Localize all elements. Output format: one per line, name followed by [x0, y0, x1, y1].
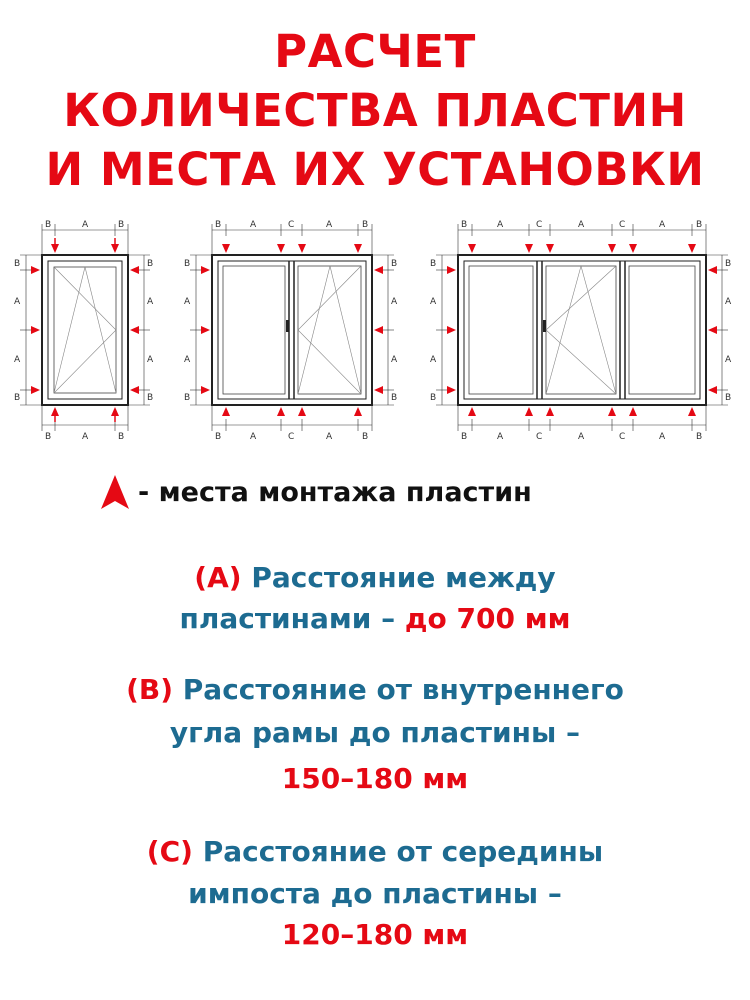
dim-label: A	[497, 432, 504, 442]
window-triple-sash	[430, 220, 732, 442]
dim-label: C	[288, 220, 295, 230]
dim-label: C	[619, 220, 626, 230]
rule-c-value: 120–180 мм	[281, 918, 469, 951]
dim-label: B	[391, 393, 398, 403]
dim-label: B	[45, 432, 52, 442]
dim-label: A	[430, 355, 437, 365]
rule-b-line-2	[0, 711, 750, 755]
dim-label: A	[578, 220, 585, 230]
rule-c-line-1	[0, 830, 750, 874]
rule-b-line-3	[0, 757, 750, 801]
dim-label: A	[659, 220, 666, 230]
dim-label: B	[696, 220, 703, 230]
mounting-markers	[201, 244, 383, 416]
dim-label: B	[147, 259, 154, 269]
dim-label: B	[215, 220, 222, 230]
rule-c-text: Расстояние от середины	[202, 835, 604, 868]
dim-label: B	[725, 259, 732, 269]
dim-label: A	[82, 220, 89, 230]
dim-label: B	[118, 432, 125, 442]
rule-b-line-1	[0, 668, 750, 712]
red-triangle-marker-icon	[100, 474, 130, 510]
window-double-sash	[184, 220, 398, 442]
dim-label: C	[288, 432, 295, 442]
title-line-2: КОЛИЧЕСТВА ПЛАСТИН	[63, 84, 687, 137]
rule-c-marker: (C)	[146, 835, 193, 868]
dim-label: A	[326, 220, 333, 230]
window-single-sash	[14, 220, 154, 442]
rule-b-text-2: угла рамы до пластины –	[169, 716, 581, 749]
rule-c-line-3	[0, 913, 750, 957]
dim-label: B	[14, 259, 21, 269]
rule-a-text-2: пластинами –	[179, 602, 396, 635]
dim-label: A	[725, 297, 732, 307]
rule-c-line-2	[0, 872, 750, 916]
dimension-labels	[430, 220, 732, 442]
dim-label: A	[14, 297, 21, 307]
dim-label: B	[725, 393, 732, 403]
dim-label: A	[250, 220, 257, 230]
dim-label: B	[461, 220, 468, 230]
rule-c-text-2: импоста до пластины –	[188, 877, 562, 910]
dim-label: B	[184, 259, 191, 269]
dim-label: A	[14, 355, 21, 365]
dim-label: A	[391, 297, 398, 307]
rule-b-text: Расстояние от внутреннего	[182, 673, 624, 706]
mounting-markers	[31, 238, 139, 422]
opening-lines	[298, 266, 361, 394]
rule-a-text: Расстояние между	[251, 561, 556, 594]
dim-label: B	[362, 432, 369, 442]
dim-label: B	[430, 259, 437, 269]
legend-text: - места монтажа пластин	[138, 476, 532, 508]
dim-label: C	[619, 432, 626, 442]
dim-label: A	[725, 355, 732, 365]
rule-b-marker: (B)	[126, 673, 174, 706]
opening-lines	[546, 266, 616, 394]
dim-label: A	[147, 355, 154, 365]
page-title	[0, 22, 750, 199]
dim-label: B	[14, 393, 21, 403]
dim-label: B	[696, 432, 703, 442]
rule-a-line-1	[0, 556, 750, 600]
dim-label: A	[578, 432, 585, 442]
dim-label: A	[497, 220, 504, 230]
rule-a-value: до 700 мм	[404, 602, 571, 635]
title-line-3: И МЕСТА ИХ УСТАНОВКИ	[45, 143, 705, 196]
dim-label: B	[118, 220, 125, 230]
dim-label: A	[82, 432, 89, 442]
title-line-1: РАСЧЕТ	[274, 25, 476, 78]
dim-label: B	[147, 393, 154, 403]
dim-label: B	[184, 393, 191, 403]
dim-label: B	[461, 432, 468, 442]
dim-label: C	[536, 220, 543, 230]
dim-label: B	[45, 220, 52, 230]
dim-label: B	[362, 220, 369, 230]
dim-label: A	[391, 355, 398, 365]
dim-label: A	[326, 432, 333, 442]
dim-label: B	[215, 432, 222, 442]
dim-label: A	[659, 432, 666, 442]
legend	[100, 470, 532, 514]
dim-label: A	[250, 432, 257, 442]
rule-a-marker: (A)	[194, 561, 242, 594]
opening-lines	[54, 267, 116, 393]
rule-a-line-2	[0, 597, 750, 641]
window-diagrams	[0, 210, 750, 445]
dim-label: C	[536, 432, 543, 442]
dim-label: A	[147, 297, 154, 307]
dim-label: B	[391, 259, 398, 269]
dim-label: B	[430, 393, 437, 403]
dim-label: A	[430, 297, 437, 307]
rule-b-value: 150–180 мм	[281, 762, 469, 795]
dim-label: A	[184, 355, 191, 365]
dim-label: A	[184, 297, 191, 307]
